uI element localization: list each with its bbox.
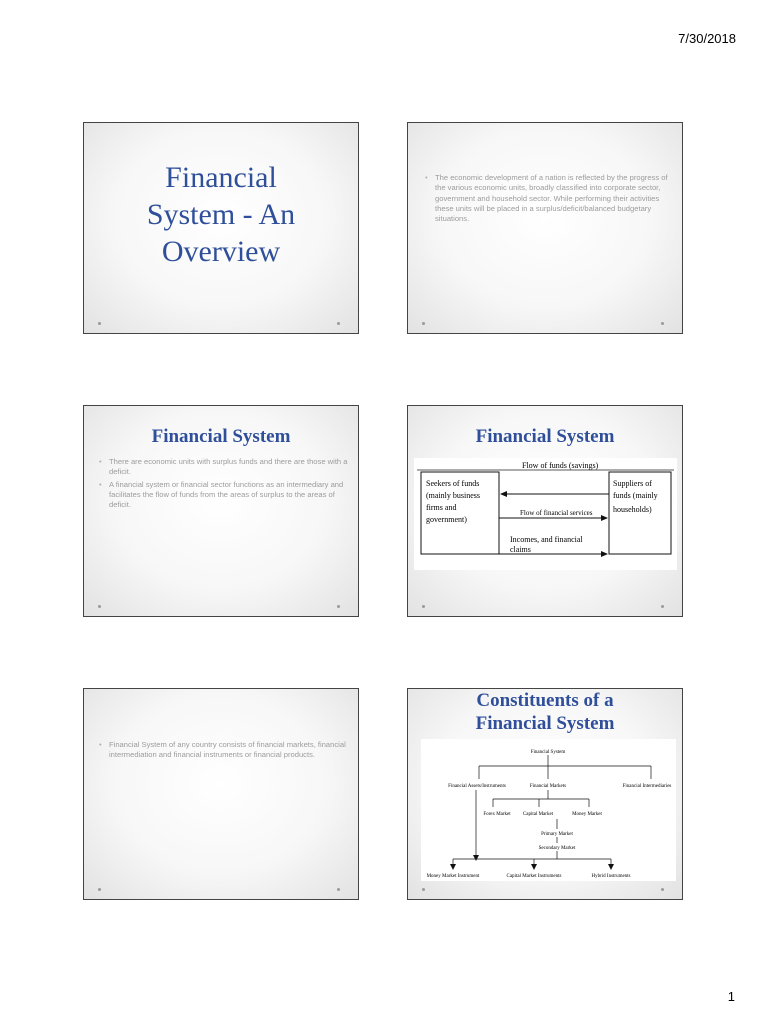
arrow-down-icon [531, 864, 537, 870]
slide-dot [661, 605, 664, 608]
level2-node: Money Market [572, 812, 602, 817]
seekers-line: Seekers of funds [426, 479, 480, 488]
bullet-list [99, 457, 349, 512]
page-number: 1 [727, 989, 735, 1004]
arrow-down-icon [450, 864, 456, 870]
suppliers-line: funds (mainly [613, 491, 658, 500]
arrow-right-icon [601, 551, 608, 557]
bullet-list [99, 740, 349, 763]
bullet-item: • A financial system or financial sector functions as an intermediary and facilitates the flow of funds from the areas of surplus to the areas of deficit. [99, 480, 349, 511]
flow-of-funds-diagram [414, 458, 677, 570]
title-line: System - An [146, 198, 296, 231]
slide-1[interactable] [83, 122, 359, 334]
bullet-item: • The economic development of a nation is reflected by the progress of the various economic units, broadly classified into corporate sector, government and household sector. While performing their activities these units will be placed in a surplus/deficit/balanced budgetary situations. [425, 173, 675, 224]
print-date: 7/30/2018 [678, 31, 736, 46]
slide-2[interactable] [407, 122, 683, 334]
title-line: Constituents of a [476, 690, 614, 711]
slide-6[interactable] [407, 688, 683, 900]
incomes-label: Incomes, and financial [510, 535, 583, 544]
arrow-left-icon [500, 491, 507, 497]
title-line: Financial System [475, 713, 615, 734]
bullet-list [425, 173, 675, 226]
slide-1-title [84, 159, 358, 270]
slide-dot [661, 888, 664, 891]
slide-3-title: Financial System [151, 426, 291, 447]
level1-node: Financial Intermediaries [622, 784, 672, 789]
level3-node: Money Market Instrument [426, 874, 480, 879]
slide-dot [337, 605, 340, 608]
flow-of-funds-label: Flow of funds (savings) [522, 461, 599, 470]
slide-4-title: Financial System [475, 426, 615, 447]
constituents-diagram [421, 739, 676, 881]
seekers-line: government) [426, 515, 467, 524]
incomes-label: claims [510, 545, 531, 554]
level1-node: Financial Assets/Instruments [448, 784, 506, 789]
title-line: Overview [161, 235, 281, 268]
title-line: Financial [165, 161, 277, 194]
root-node: Financial System [530, 750, 566, 755]
seekers-line: (mainly business [426, 491, 480, 500]
level3-node: Hybrid Instruments [591, 874, 631, 879]
slide-6-title [408, 689, 682, 735]
level2-node: Capital Market [522, 812, 554, 817]
slide-dot [422, 888, 425, 891]
slide-5[interactable] [83, 688, 359, 900]
slide-dot [337, 322, 340, 325]
level2-node: Forex Market [483, 812, 511, 817]
level3-node: Capital Market Instruments [506, 874, 562, 879]
financial-services-label: Flow of financial services [520, 509, 593, 517]
slide-dot [98, 888, 101, 891]
slide-dot [98, 322, 101, 325]
bullet-item: • There are economic units with surplus funds and there are those with a deficit. [99, 457, 349, 478]
seekers-line: firms and [426, 503, 457, 512]
secondary-market-node: Secondary Market [538, 846, 576, 851]
slide-4[interactable] [407, 405, 683, 617]
slide-dot [422, 605, 425, 608]
slide-dot [98, 605, 101, 608]
arrow-down-icon [473, 855, 479, 861]
primary-market-node: Primary Market [541, 832, 573, 837]
suppliers-line: Suppliers of [613, 479, 652, 488]
slide-dot [661, 322, 664, 325]
arrow-right-icon [601, 515, 608, 521]
slide-3[interactable] [83, 405, 359, 617]
level1-node: Financial Markets [529, 784, 567, 789]
slide-dot [422, 322, 425, 325]
arrow-down-icon [608, 864, 614, 870]
slide-dot [337, 888, 340, 891]
bullet-item: • Financial System of any country consists of financial markets, financial intermediation and financial instruments or financial products. [99, 740, 349, 761]
suppliers-line: households) [613, 505, 652, 514]
